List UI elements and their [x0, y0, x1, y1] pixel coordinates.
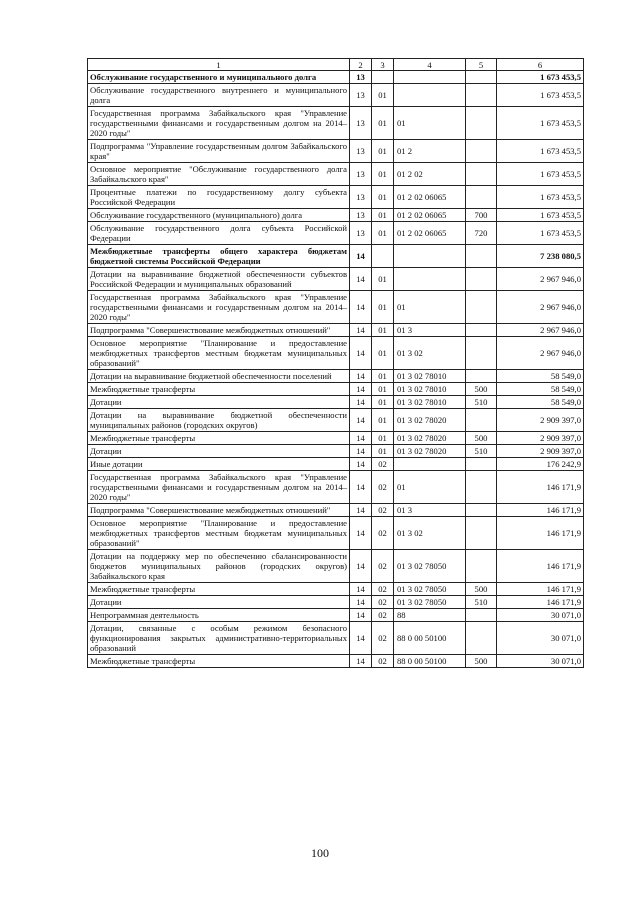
- table-row: [88, 609, 584, 622]
- row-target-code: 01 3 02 78050: [394, 550, 466, 583]
- budget-table: [87, 58, 584, 668]
- header-col-5: 5: [466, 59, 497, 71]
- row-section: 13: [350, 222, 372, 245]
- row-name: Дотации на выравнивание бюджетной обеспеченности субъектов Российской Федерации и муниципальных образований: [88, 268, 350, 291]
- row-section: 14: [350, 504, 372, 517]
- row-subsection: [372, 71, 394, 84]
- row-section: 14: [350, 445, 372, 458]
- row-subsection: 01: [372, 337, 394, 370]
- row-target-code: 88: [394, 609, 466, 622]
- row-expense-type: 510: [466, 396, 497, 409]
- row-target-code: 01 3 02: [394, 517, 466, 550]
- row-name: Обслуживание государственного внутреннего и муниципального долга: [88, 84, 350, 107]
- row-subsection: 01: [372, 291, 394, 324]
- table-row: [88, 163, 584, 186]
- row-subsection: 02: [372, 622, 394, 655]
- row-target-code: 88 0 00 50100: [394, 622, 466, 655]
- row-name: Дотации, связанные с особым режимом безопасного функционирования закрытых административно-территориальных образований: [88, 622, 350, 655]
- row-expense-type: [466, 245, 497, 268]
- row-subsection: 02: [372, 517, 394, 550]
- row-target-code: 01 3 02: [394, 337, 466, 370]
- row-section: 13: [350, 186, 372, 209]
- row-amount: 146 171,9: [497, 583, 584, 596]
- header-col-3: 3: [372, 59, 394, 71]
- row-amount: 58 549,0: [497, 383, 584, 396]
- row-target-code: 01: [394, 471, 466, 504]
- row-amount: 1 673 453,5: [497, 107, 584, 140]
- row-name: Основное мероприятие "Планирование и предоставление межбюджетных трансфертов местным бюджетам муниципальных образований": [88, 337, 350, 370]
- row-name: Процентные платежи по государственному долгу субъекта Российской Федерации: [88, 186, 350, 209]
- row-amount: 146 171,9: [497, 596, 584, 609]
- row-expense-type: [466, 84, 497, 107]
- row-name: Иные дотации: [88, 458, 350, 471]
- row-target-code: 01 3 02 78050: [394, 583, 466, 596]
- row-amount: 30 071,0: [497, 655, 584, 668]
- row-amount: 58 549,0: [497, 396, 584, 409]
- table-row: [88, 209, 584, 222]
- table-row: [88, 396, 584, 409]
- header-col-2: 2: [350, 59, 372, 71]
- row-name: Дотации на выравнивание бюджетной обеспеченности муниципальных районов (городских округов): [88, 409, 350, 432]
- table-row: [88, 458, 584, 471]
- row-section: 14: [350, 517, 372, 550]
- row-subsection: 02: [372, 655, 394, 668]
- table-row: [88, 324, 584, 337]
- row-subsection: 01: [372, 140, 394, 163]
- row-section: 14: [350, 291, 372, 324]
- row-subsection: 01: [372, 324, 394, 337]
- table-row: [88, 84, 584, 107]
- row-amount: 2 909 397,0: [497, 409, 584, 432]
- row-target-code: [394, 245, 466, 268]
- header-col-4: 4: [394, 59, 466, 71]
- row-section: 14: [350, 655, 372, 668]
- row-target-code: 01: [394, 107, 466, 140]
- table-header-row: [88, 59, 584, 71]
- row-expense-type: 510: [466, 445, 497, 458]
- row-section: 14: [350, 609, 372, 622]
- row-amount: 2 967 946,0: [497, 337, 584, 370]
- row-target-code: [394, 71, 466, 84]
- row-name: Государственная программа Забайкальского края "Управление государственными финансами и государственным долгом на 2014–2020 годы": [88, 107, 350, 140]
- row-amount: 2 967 946,0: [497, 268, 584, 291]
- row-expense-type: [466, 186, 497, 209]
- row-expense-type: [466, 324, 497, 337]
- row-expense-type: 700: [466, 209, 497, 222]
- row-section: 13: [350, 209, 372, 222]
- row-amount: 1 673 453,5: [497, 222, 584, 245]
- row-name: Государственная программа Забайкальского края "Управление государственными финансами и государственным долгом на 2014–2020 годы": [88, 471, 350, 504]
- row-target-code: 01 2 02 06065: [394, 209, 466, 222]
- row-subsection: 01: [372, 432, 394, 445]
- table-row: [88, 432, 584, 445]
- row-amount: 176 242,9: [497, 458, 584, 471]
- row-subsection: 01: [372, 222, 394, 245]
- row-name: Межбюджетные трансферты: [88, 583, 350, 596]
- row-name: Дотации на поддержку мер по обеспечению сбалансированности бюджетов муниципальных районов (городских округов) Забайкальского края: [88, 550, 350, 583]
- row-section: 14: [350, 458, 372, 471]
- row-target-code: 01 2 02 06065: [394, 186, 466, 209]
- row-expense-type: [466, 107, 497, 140]
- row-subsection: 02: [372, 583, 394, 596]
- row-subsection: 01: [372, 396, 394, 409]
- row-expense-type: [466, 504, 497, 517]
- row-expense-type: [466, 71, 497, 84]
- row-target-code: 01 3 02 78010: [394, 370, 466, 383]
- table-row: [88, 222, 584, 245]
- row-expense-type: 500: [466, 583, 497, 596]
- row-subsection: 01: [372, 107, 394, 140]
- row-name: Дотации на выравнивание бюджетной обеспеченности поселений: [88, 370, 350, 383]
- budget-table-container: [87, 58, 583, 668]
- row-subsection: 01: [372, 268, 394, 291]
- table-row: [88, 107, 584, 140]
- row-target-code: [394, 84, 466, 107]
- row-subsection: 02: [372, 458, 394, 471]
- row-subsection: 02: [372, 550, 394, 583]
- row-name: Межбюджетные трансферты общего характера бюджетам бюджетной системы Российской Федерации: [88, 245, 350, 268]
- header-col-6: 6: [497, 59, 584, 71]
- row-name: Основное мероприятие "Обслуживание государственного долга Забайкальского края": [88, 163, 350, 186]
- table-row: [88, 245, 584, 268]
- row-expense-type: 500: [466, 432, 497, 445]
- row-section: 13: [350, 163, 372, 186]
- row-name: Обслуживание государственного долга субъекта Российской Федерации: [88, 222, 350, 245]
- row-expense-type: 500: [466, 655, 497, 668]
- row-target-code: 01 3 02 78050: [394, 596, 466, 609]
- row-amount: 1 673 453,5: [497, 140, 584, 163]
- table-row: [88, 383, 584, 396]
- table-row: [88, 550, 584, 583]
- row-expense-type: [466, 550, 497, 583]
- row-section: 14: [350, 324, 372, 337]
- row-section: 14: [350, 409, 372, 432]
- row-name: Подпрограмма "Совершенствование межбюджетных отношений": [88, 324, 350, 337]
- row-expense-type: [466, 409, 497, 432]
- row-subsection: 01: [372, 445, 394, 458]
- header-col-1: 1: [88, 59, 350, 71]
- table-row: [88, 140, 584, 163]
- table-row: [88, 337, 584, 370]
- row-name: Межбюджетные трансферты: [88, 655, 350, 668]
- table-row: [88, 471, 584, 504]
- row-name: Дотации: [88, 396, 350, 409]
- row-subsection: 02: [372, 609, 394, 622]
- row-target-code: 01 3 02 78020: [394, 409, 466, 432]
- row-expense-type: [466, 622, 497, 655]
- row-name: Основное мероприятие "Планирование и предоставление межбюджетных трансфертов местным бюджетам муниципальных образований": [88, 517, 350, 550]
- row-target-code: 01: [394, 291, 466, 324]
- table-row: [88, 517, 584, 550]
- row-amount: 1 673 453,5: [497, 186, 584, 209]
- row-target-code: 88 0 00 50100: [394, 655, 466, 668]
- row-section: 14: [350, 596, 372, 609]
- row-name: Дотации: [88, 445, 350, 458]
- row-subsection: 02: [372, 504, 394, 517]
- row-name: Подпрограмма "Совершенствование межбюджетных отношений": [88, 504, 350, 517]
- row-expense-type: [466, 370, 497, 383]
- row-amount: 1 673 453,5: [497, 84, 584, 107]
- row-section: 14: [350, 337, 372, 370]
- row-expense-type: [466, 140, 497, 163]
- row-subsection: [372, 245, 394, 268]
- row-amount: 1 673 453,5: [497, 209, 584, 222]
- row-expense-type: [466, 517, 497, 550]
- row-section: 14: [350, 396, 372, 409]
- row-amount: 2 967 946,0: [497, 324, 584, 337]
- row-target-code: 01 2: [394, 140, 466, 163]
- row-section: 14: [350, 370, 372, 383]
- row-section: 14: [350, 471, 372, 504]
- row-section: 14: [350, 383, 372, 396]
- row-section: 14: [350, 622, 372, 655]
- row-target-code: 01 3: [394, 504, 466, 517]
- row-section: 14: [350, 432, 372, 445]
- row-expense-type: [466, 291, 497, 324]
- table-row: [88, 504, 584, 517]
- table-row: [88, 268, 584, 291]
- row-amount: 2 967 946,0: [497, 291, 584, 324]
- row-section: 13: [350, 84, 372, 107]
- table-row: [88, 583, 584, 596]
- table-row: [88, 370, 584, 383]
- row-expense-type: 500: [466, 383, 497, 396]
- row-name: Государственная программа Забайкальского края "Управление государственными финансами и государственным долгом на 2014–2020 годы": [88, 291, 350, 324]
- row-subsection: 01: [372, 84, 394, 107]
- row-name: Межбюджетные трансферты: [88, 432, 350, 445]
- row-target-code: [394, 268, 466, 291]
- row-section: 14: [350, 268, 372, 291]
- row-section: 13: [350, 71, 372, 84]
- row-expense-type: [466, 163, 497, 186]
- row-expense-type: [466, 471, 497, 504]
- row-subsection: 01: [372, 209, 394, 222]
- table-row: [88, 186, 584, 209]
- row-target-code: 01 3: [394, 324, 466, 337]
- row-subsection: 01: [372, 370, 394, 383]
- row-amount: 146 171,9: [497, 550, 584, 583]
- row-target-code: 01 3 02 78020: [394, 432, 466, 445]
- row-name: Подпрограмма "Управление государственным долгом Забайкальского края": [88, 140, 350, 163]
- row-section: 13: [350, 107, 372, 140]
- row-expense-type: 510: [466, 596, 497, 609]
- row-section: 14: [350, 583, 372, 596]
- row-subsection: 01: [372, 186, 394, 209]
- row-name: Межбюджетные трансферты: [88, 383, 350, 396]
- row-amount: 30 071,0: [497, 622, 584, 655]
- table-body: [88, 71, 584, 668]
- page-number: 100: [311, 846, 329, 860]
- row-amount: 2 909 397,0: [497, 432, 584, 445]
- table-row: [88, 445, 584, 458]
- table-row: [88, 622, 584, 655]
- row-subsection: 01: [372, 383, 394, 396]
- row-amount: 1 673 453,5: [497, 71, 584, 84]
- row-amount: 2 909 397,0: [497, 445, 584, 458]
- row-subsection: 02: [372, 471, 394, 504]
- row-name: Дотации: [88, 596, 350, 609]
- row-expense-type: [466, 458, 497, 471]
- row-amount: 146 171,9: [497, 471, 584, 504]
- table-row: [88, 655, 584, 668]
- row-subsection: 01: [372, 409, 394, 432]
- row-subsection: 02: [372, 596, 394, 609]
- row-amount: 146 171,9: [497, 517, 584, 550]
- row-target-code: 01 2 02 06065: [394, 222, 466, 245]
- row-section: 13: [350, 140, 372, 163]
- row-amount: 30 071,0: [497, 609, 584, 622]
- table-row: [88, 71, 584, 84]
- row-expense-type: [466, 337, 497, 370]
- row-target-code: [394, 458, 466, 471]
- table-row: [88, 291, 584, 324]
- row-expense-type: [466, 268, 497, 291]
- row-section: 14: [350, 245, 372, 268]
- row-expense-type: [466, 609, 497, 622]
- row-name: Обслуживание государственного (муниципального) долга: [88, 209, 350, 222]
- row-target-code: 01 3 02 78010: [394, 383, 466, 396]
- row-target-code: 01 3 02 78020: [394, 445, 466, 458]
- row-name: Непрограммная деятельность: [88, 609, 350, 622]
- row-expense-type: 720: [466, 222, 497, 245]
- row-target-code: 01 2 02: [394, 163, 466, 186]
- row-amount: 7 238 080,5: [497, 245, 584, 268]
- row-amount: 146 171,9: [497, 504, 584, 517]
- row-amount: 1 673 453,5: [497, 163, 584, 186]
- row-subsection: 01: [372, 163, 394, 186]
- row-target-code: 01 3 02 78010: [394, 396, 466, 409]
- row-name: Обслуживание государственного и муниципального долга: [88, 71, 350, 84]
- row-amount: 58 549,0: [497, 370, 584, 383]
- table-row: [88, 596, 584, 609]
- row-section: 14: [350, 550, 372, 583]
- table-row: [88, 409, 584, 432]
